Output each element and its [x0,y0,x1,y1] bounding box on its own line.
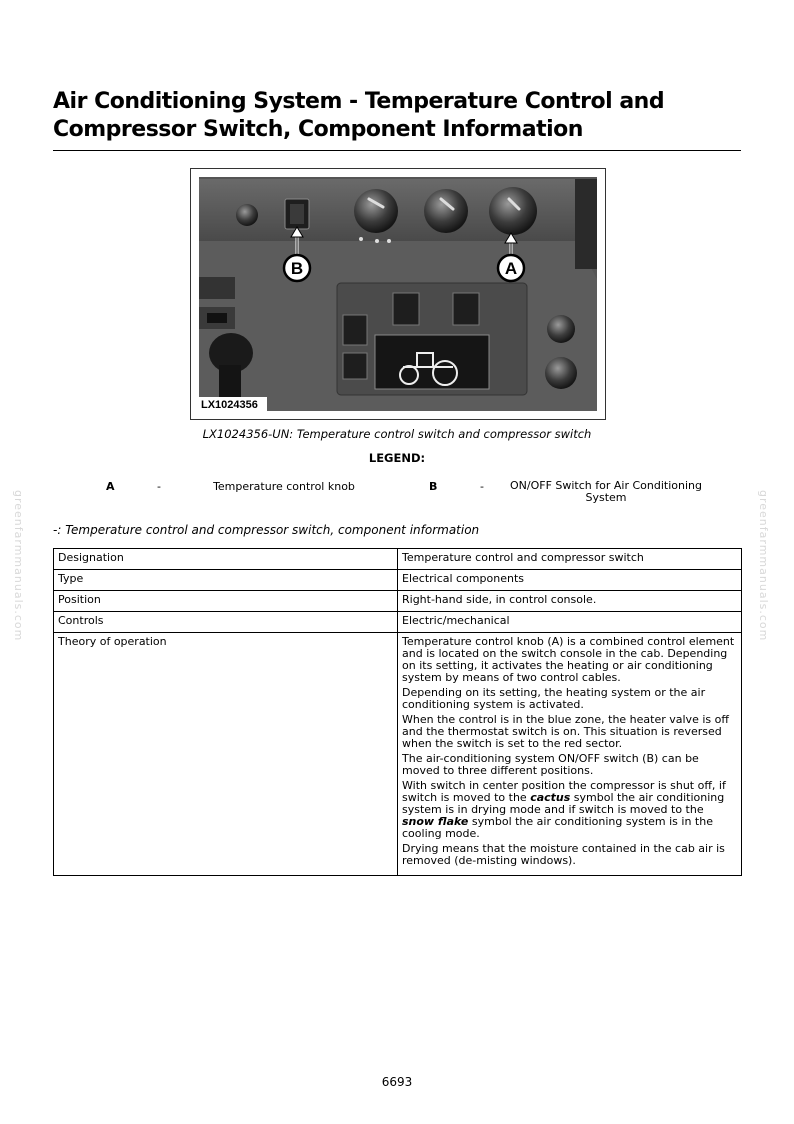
table-row [54,570,742,591]
watermark-right: greenfarmmanuals.com [757,490,770,642]
theory-paragraph: The air-conditioning system ON/OFF switch (B) can be moved to three different positions. [402,752,699,777]
page-number: 6693 [381,1075,413,1089]
row-label: Type [54,570,398,591]
row-value: Electric/mechanical [398,612,742,633]
row-label: Designation [54,549,398,570]
theory-paragraph: Drying means that the moisture contained in the cab air is removed (de-misting windows). [402,842,725,867]
watermark-left: greenfarmmanuals.com [12,490,25,642]
theory-paragraph: Temperature control knob (A) is a combined control element and is located on the switch console in the cab. Depending on its setting, it activates the heating or air conditioning system by means of two control cables. [402,635,735,684]
legend-text-b [500,480,712,504]
knob-air-distribution [424,189,468,233]
title-line-2: Compressor Switch, Component Information [53,117,583,142]
theory-paragraph [402,780,737,840]
row-value: Temperature control and compressor switch [398,549,742,570]
row-value: Right-hand side, in control console. [398,591,742,612]
legend-text-b-line2: System [585,491,627,504]
console-photo [190,168,606,420]
title-divider [53,150,741,151]
figure-caption: LX1024356-UN: Temperature control switch and compressor switch [202,427,592,441]
legend-text-b-line1: ON/OFF Switch for Air Conditioning [510,479,702,492]
theory-text: symbol the air conditioning system is in drying mode and if switch is moved to the [402,791,725,816]
legend-dash-a: - [157,480,161,493]
row-label: Theory of operation [54,633,398,876]
callout-b-label: B [290,259,304,278]
legend-title: LEGEND: [368,451,426,465]
table-row [54,633,742,876]
row-label: Controls [54,612,398,633]
legend-text-a: Temperature control knob [213,480,355,493]
table-row [54,612,742,633]
theory-paragraph: When the control is in the blue zone, the heater valve is off and the thermostat switch is on. This situation is reversed when the switch is set to the red sector. [402,713,729,750]
table-row [54,549,742,570]
component-info-table [53,548,742,876]
row-label: Position [54,591,398,612]
legend-letter-b: B [429,480,438,493]
theory-text: symbol the air conditioning system is in the cooling mode. [402,815,713,840]
snow-flake-term: snow flake [402,815,469,828]
knob-fan [354,189,398,233]
table-caption: -: Temperature control and compressor switch, component information [53,523,480,537]
legend-dash-b: - [480,480,484,493]
legend-letter-a: A [106,480,115,493]
theory-text: With switch in center position the compressor is shut off, if switch is moved to the [402,779,726,804]
page-title [53,88,743,144]
small-dial [236,204,258,226]
image-label: LX1024356 [201,399,258,411]
title-line-1: Air Conditioning System - Temperature Control and [53,89,665,114]
row-value: Electrical components [398,570,742,591]
theory-paragraph: Depending on its setting, the heating system or the air conditioning system is activated. [402,686,706,711]
table-row [54,591,742,612]
temperature-control-knob [489,187,537,235]
cactus-term: cactus [530,791,571,804]
theory-of-operation-text [398,633,742,876]
callout-a-label: A [504,259,518,278]
